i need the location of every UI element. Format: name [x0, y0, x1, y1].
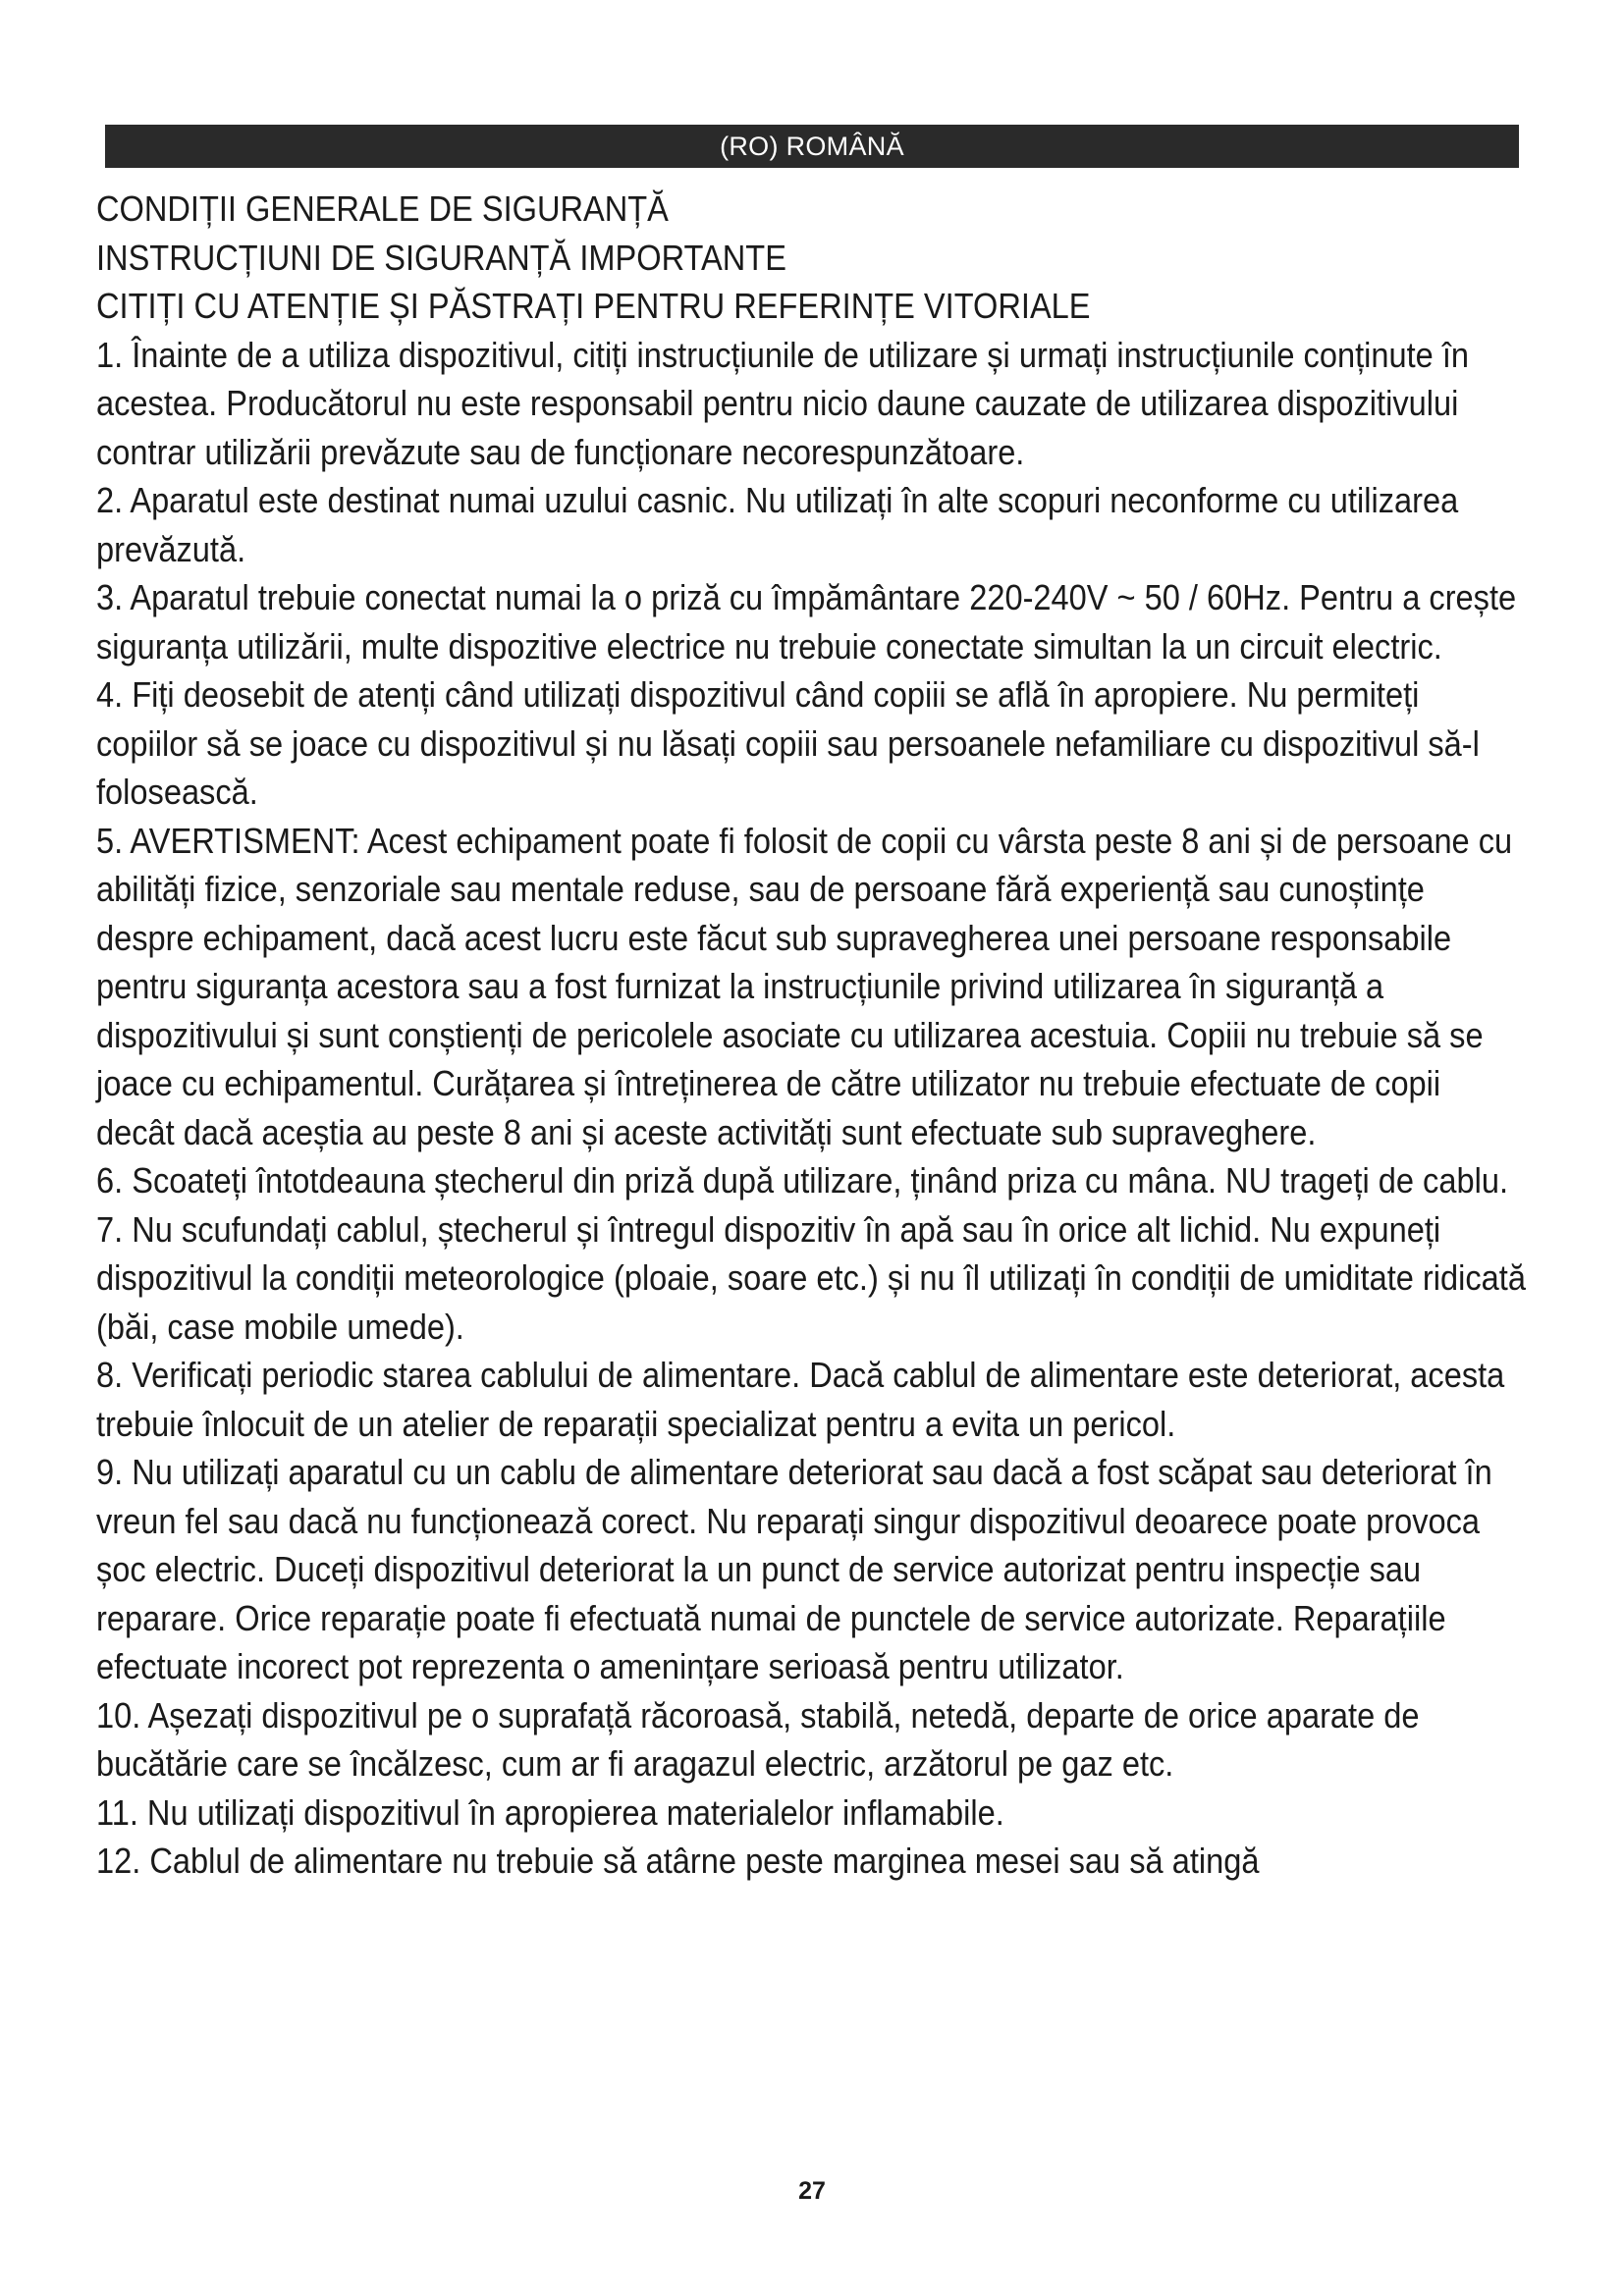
instruction-item: 12. Cablul de alimentare nu trebuie să atârne peste marginea mesei sau să atingă — [96, 1841, 1260, 1881]
language-label: (RO) ROMÂNĂ — [720, 132, 904, 161]
instruction-item: 11. Nu utilizați dispozitivul în apropierea materialelor inflamabile. — [96, 1791, 1004, 1833]
section-heading: INSTRUCȚIUNI DE SIGURANȚĂ IMPORTANTE — [96, 237, 786, 278]
instruction-item: 7. Nu scufundați cablul, ștecherul și întregul dispozitiv în apă sau în orice alt lichid. Nu expuneți dispozitivul la condiții meteorologice (ploaie, soare etc.) și nu îl utilizați în condiții de umiditate ridicată (băi, case mobile umede). — [96, 1208, 1526, 1347]
safety-instructions — [96, 185, 1527, 1886]
language-header-bar — [105, 125, 1519, 168]
section-heading: CONDIȚII GENERALE DE SIGURANȚĂ — [96, 188, 669, 229]
instruction-item: 4. Fiți deosebit de atenți când utilizați dispozitivul când copiii se află în apropiere. Nu permiteți copiilor să se joace cu dispozitivul și nu lăsați copiii sau persoanele nefamiliare cu dispozitivul să-l folosească. — [96, 674, 1480, 812]
page-number: 27 — [798, 2177, 826, 2205]
instruction-item: 2. Aparatul este destinat numai uzului casnic. Nu utilizați în alte scopuri neconforme cu utilizarea prevăzută. — [96, 480, 1459, 569]
instruction-item: 10. Așezați dispozitivul pe o suprafață răcoroasă, stabilă, netedă, departe de orice aparate de bucătărie care se încălzesc, cum ar fi aragazul electric, arzătorul pe gaz etc. — [96, 1694, 1420, 1784]
instruction-item: 9. Nu utilizați aparatul cu un cablu de alimentare deteriorat sau dacă a fost scăpat sau deteriorat în vreun fel sau dacă nu funcționează corect. Nu reparați singur dispozitivul deoarece poate provoca șoc electric. Duceți dispozitivul deteriorat la un punct de service autorizat pentru inspecție sau reparare. Orice reparație poate fi efectuată numai de punctele de service autorizate. Reparațiile efectuate incorect pot reprezenta o amenințare serioasă pentru utilizator. — [96, 1452, 1492, 1686]
instruction-item: 3. Aparatul trebuie conectat numai la o priză cu împământare 220-240V ~ 50 / 60Hz. Pentru a crește siguranța utilizării, multe dispozitive electrice nu trebuie conectate simultan la un circuit electric. — [96, 577, 1517, 667]
instruction-item: 6. Scoateți întotdeauna ștecherul din priză după utilizare, ținând priza cu mâna. NU trageți de cablu. — [96, 1160, 1509, 1201]
instruction-item: 8. Verificați periodic starea cablului de alimentare. Dacă cablul de alimentare este deteriorat, acesta trebuie înlocuit de un atelier de reparații specializat pentru a evita un pericol. — [96, 1355, 1505, 1444]
instruction-item: 5. AVERTISMENT: Acest echipament poate fi folosit de copii cu vârsta peste 8 ani și de persoane cu abilități fizice, senzoriale sau mentale reduse, sau de persoane fără experiență sau cunoștințe despre echipament, dacă acest lucru este făcut sub supravegherea unei persoane responsabile pentru siguranța acestora sau a fost furnizat la instrucțiunile privind utilizarea în siguranță a dispozitivului și sunt conștienți de pericolele asociate cu utilizarea acestuia. Copiii nu trebuie să se joace cu echipamentul. Curățarea și întreținerea de către utilizator nu trebuie efectuate de copii decât dacă aceștia au peste 8 ani și aceste activități sunt efectuate sub supraveghere. — [96, 820, 1513, 1152]
instruction-item: 1. Înainte de a utiliza dispozitivul, citiți instrucțiunile de utilizare și urmați instrucțiunile conținute în acestea. Producătorul nu este responsabil pentru nicio daune cauzate de utilizarea dispozitivului contrar utilizării prevăzute sau de funcționare necorespunzătoare. — [96, 334, 1469, 472]
section-heading: CITIȚI CU ATENȚIE ȘI PĂSTRAȚI PENTRU REFERINȚE VITORIALE — [96, 286, 1091, 326]
